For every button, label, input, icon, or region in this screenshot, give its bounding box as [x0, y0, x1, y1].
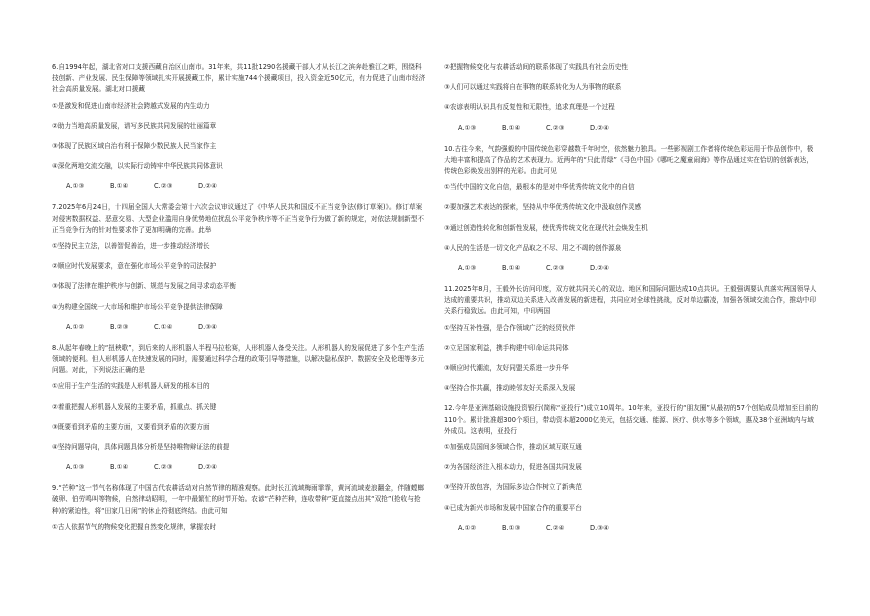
- answer-c: C.②③: [546, 264, 565, 273]
- option-4: ④深化两地交流交融，以实际行动铸牢中华民族共同体意识: [52, 162, 223, 171]
- answer-c: C.②④: [546, 523, 565, 532]
- question-stem: 11.2025年8月，王毅外长访问印度，双方就共同关心的双边、地区和国际问题达成10点共识。王毅强调要认真落实两国领导人达成的重要共识，推动双边关系进入改善发展的新进程，共同应对全球性挑战，反对单边霸凌，加强各领域交流合作，推动中印关系行稳致远。由此可知，中印两国: [444, 285, 817, 316]
- answer-b: B.①④: [110, 463, 129, 472]
- option-2: ②为各国经济注入根本动力，促进各国共同发展: [444, 463, 582, 472]
- question-stem: 10.古往今来，气韵强毅的中国传统色彩穿越数千年时空，依然魅力独具。一些影视剧工作者将传统色彩运用于作品创作中，极大地丰富和提高了作品的艺术表现力。近两年的“只此青绿”《寻色中国》《哪吒之魔童闹海》等作品通过实在恰切的创新表达，传统色彩焕发出别样的光彩。由此可见: [444, 144, 814, 176]
- option-2: ②把握物候变化与农耕活动间的联系体现了实践具有社会历史性: [444, 63, 628, 71]
- answer-d: D.②④: [198, 463, 217, 472]
- option-1: ①当代中国的文化自信，最根本的是对中华优秀传统文化中的自信: [444, 183, 635, 192]
- answer-b: B.①③: [502, 523, 521, 532]
- option-1: ①应用于生产生活的实践是人形机器人研发的根本目的: [52, 382, 210, 391]
- answer-choices: [458, 523, 819, 534]
- answer-choices: [66, 462, 427, 473]
- option-2: ②助力当地高质量发展，谱写多民族共同发展的壮丽篇章: [52, 121, 217, 130]
- answer-a: A.①②: [66, 322, 85, 331]
- question-stem: 9.“芒种”这一节气名称体现了中国古代农耕活动对自然节律的精准观察。此时长江流域梅雨霏霏，黄河流域麦浪翻金，伴随螳螂破卵、伯劳鸣叫等物候，自然律动昭明，一年中最繁忙的时节开始。农谚“芒种芒种，连收带种”更直接点出其“双抢”(抢收与抢种)的紧迫性，将“田家几日闲”的休止符彻底终结。由此可知: [52, 484, 425, 515]
- question-9-continued: [444, 62, 819, 134]
- option-2: ②立足国家利益，携手构建中印命运共同体: [444, 343, 569, 352]
- answer-choices: [458, 123, 819, 134]
- answer-d: D.②④: [198, 182, 217, 191]
- answer-a: A.①③: [66, 182, 85, 191]
- right-column: [444, 62, 819, 544]
- answer-a: A.①③: [458, 264, 477, 273]
- option-4: ④为构建全国统一大市场和维护市场公平竞争提供法律保障: [52, 302, 223, 311]
- answer-b: B.①④: [502, 264, 521, 273]
- question-7: [52, 202, 427, 332]
- option-4: ④坚持合作共赢，推动睦邻友好关系深入发展: [444, 384, 576, 393]
- question-11: [444, 284, 819, 394]
- option-3: ③既要看到矛盾的主要方面，又要看到矛盾的次要方面: [52, 422, 210, 431]
- option-2: ②着重把握人形机器人发展的主要矛盾，抓重点、抓关键: [52, 402, 217, 411]
- option-1: ①是激发和促进山南市经济社会跨越式发展的内生动力: [52, 101, 210, 110]
- answer-choices: [458, 263, 819, 274]
- option-3: ③顺应时代潮流，友好同盟关系进一步升华: [444, 364, 569, 373]
- option-4: ④农谚表明认识具有反复性和无限性，追求真理是一个过程: [444, 103, 615, 112]
- question-10: [444, 144, 819, 274]
- answer-d: D.③④: [590, 523, 609, 532]
- option-1: ①坚持互补性强，是合作领域广泛的经贸伙伴: [444, 323, 576, 332]
- question-stem: 7.2025年6月24日，十四届全国人大常委会第十六次会议审议通过了《中华人民共和国反不正当竞争法(修订草案)》。修订草案对侵害数据权益、恶意交易、大型企业滥用自身优势地位扰乱公平竞争秩序等不正当竞争行为做了新的规定，对依法规制新型不正当竞争行为的针对性要求作了更加明确的完善。此举: [52, 203, 425, 234]
- option-3: ③坚持开放包容，为国际多边合作树立了新典范: [444, 483, 582, 492]
- answer-a: A.①③: [66, 463, 85, 472]
- question-12: [444, 403, 819, 533]
- question-6: [52, 62, 427, 192]
- question-9: [52, 483, 427, 533]
- answer-c: C.②③: [546, 123, 565, 132]
- question-stem: 6.自1994年起，湖北省对口支援西藏自治区山南市。31年来，共11批1290名援藏干部人才从长江之滨奔赴雅江之畔，围绕科技创新、产业发展、民生保障等领域扎实开展援藏工作，累计实施744个援藏项目，投入资金近50亿元，有力促进了山南市经济社会高质量发展。湖北对口援藏: [52, 63, 426, 94]
- option-1: ①古人依据节气的物候变化把握自然变化规律，掌握农时: [52, 522, 217, 531]
- answer-d: D.②④: [590, 123, 609, 132]
- question-stem: 8.从起年春晚上的“扭秧歌”，到后来的人形机器人半程马拉松赛，人形机器人备受关注。人形机器人的发展促进了多个生产生活领域的便利。但人形机器人在快速发展的同时，需要通过科学合理的政策引导等措施，以解决隐私保护、数据安全及伦理等多元问题。对此，下列说法正确的是: [52, 343, 425, 375]
- answer-choices: [66, 322, 427, 333]
- option-3: ③体现了法律在维护秩序与创新、规范与发展之间寻求动态平衡: [52, 282, 236, 291]
- answer-d: D.③④: [198, 322, 217, 331]
- answer-b: B.①④: [502, 123, 521, 132]
- option-3: ③通过创造性转化和创新性发展，使优秀传统文化在现代社会焕发生机: [444, 223, 648, 232]
- option-4: ④人民的生活是一切文化产品取之不尽、用之不竭的创作源泉: [444, 243, 622, 252]
- answer-b: B.②③: [110, 322, 129, 331]
- answer-a: A.①②: [458, 523, 477, 532]
- option-1: ①加强成员国间多领域合作，推动区域互联互通: [444, 443, 582, 452]
- option-1: ①坚持民主立法，以善智促善治，进一步推动经济增长: [52, 242, 210, 251]
- answer-d: D.②④: [590, 264, 609, 273]
- question-stem: 12.今年是亚洲基础设施投资银行(简称“亚投行”)成立10周年。10年来，亚投行的“朋友圈”从最初的57个创始成员增加至目前的110个。累计批准超300个项目，带动资本超2000亿美元，包括交通、能源、医疗、供水等多个领域，惠及38个亚洲域内与域外成员。这表明，亚投行: [444, 404, 819, 435]
- question-8: [52, 343, 427, 473]
- option-3: ③体现了民族区域自治有利于保障少数民族人民当家作主: [52, 142, 217, 151]
- answer-a: A.①③: [458, 123, 477, 132]
- answer-c: C.②③: [154, 463, 173, 472]
- answer-c: C.②③: [154, 182, 173, 191]
- answer-choices: [66, 181, 427, 192]
- answer-b: B.①④: [110, 182, 129, 191]
- option-2: ②顺应时代发展要求，意在强化市场公平竞争的司法保护: [52, 262, 217, 271]
- option-4: ④已成为新兴市场和发展中国家合作的重要平台: [444, 503, 582, 512]
- option-4: ④坚持问题导向，具体问题具体分析是坚持唯物辩证法的前提: [52, 443, 230, 452]
- left-column: [52, 62, 427, 542]
- option-3: ③人们可以通过实践将自在事物的联系转化为人为事物的联系: [444, 83, 622, 92]
- answer-c: C.①④: [154, 322, 173, 331]
- option-2: ②要加强艺术表达的探索，坚持从中华优秀传统文化中汲取创作灵感: [444, 203, 642, 212]
